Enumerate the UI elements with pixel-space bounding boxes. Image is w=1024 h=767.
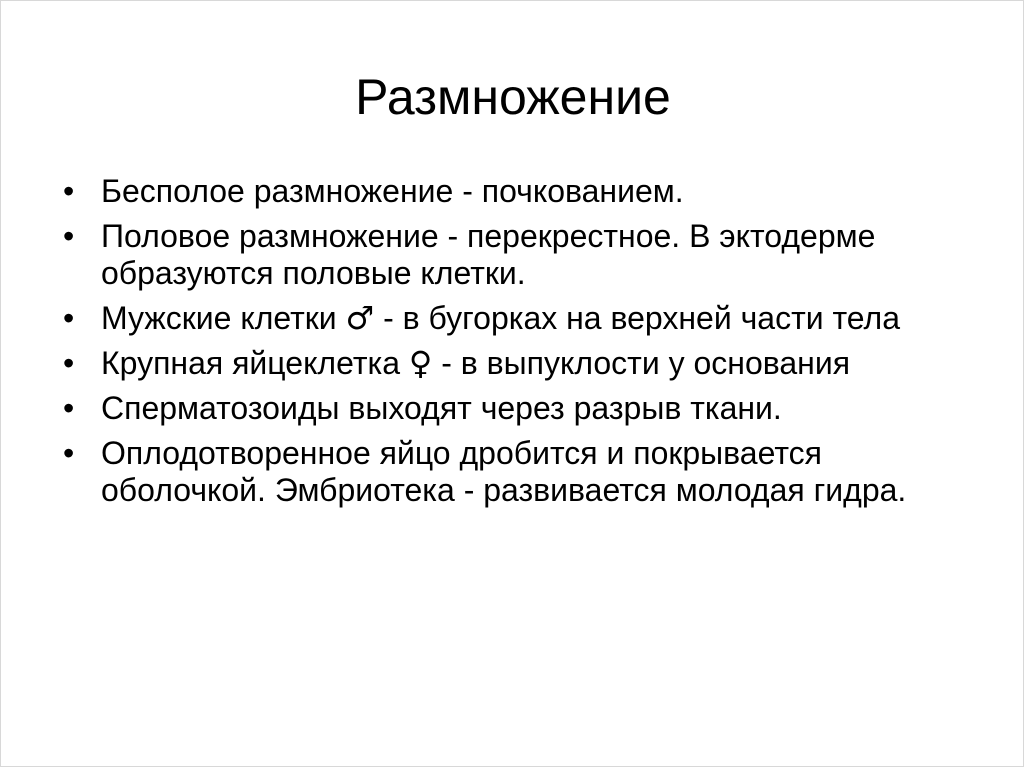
bullet-text: Мужские клетки bbox=[101, 300, 346, 336]
bullet-item bbox=[63, 300, 963, 337]
male-symbol-icon: ♂ bbox=[345, 299, 375, 337]
bullet-marker: • bbox=[63, 345, 75, 381]
bullet-text-continued: - в выпуклости у основания bbox=[432, 345, 851, 381]
bullet-text: Половое размножение - перекрестное. В эктодерме образуются половые клетки. bbox=[101, 218, 876, 291]
bullet-item bbox=[63, 345, 963, 382]
bullet-list bbox=[63, 173, 963, 517]
female-symbol-icon: ♀ bbox=[408, 344, 433, 382]
bullet-text: Бесполое размножение - почкованием. bbox=[101, 173, 684, 209]
bullet-marker: • bbox=[63, 300, 75, 336]
bullet-text: Сперматозоиды выходят через разрыв ткани. bbox=[101, 390, 782, 426]
bullet-item bbox=[63, 218, 963, 292]
bullet-item bbox=[63, 390, 963, 427]
bullet-text-continued: - в бугорках на верхней части тела bbox=[374, 300, 900, 336]
bullet-item bbox=[63, 173, 963, 210]
bullet-item bbox=[63, 435, 963, 509]
bullet-text: Крупная яйцеклетка bbox=[101, 345, 409, 381]
slide-title: Размножение bbox=[355, 69, 671, 125]
bullet-marker: • bbox=[63, 390, 75, 426]
bullet-marker: • bbox=[63, 173, 75, 209]
bullet-marker: • bbox=[63, 218, 75, 254]
bullet-marker: • bbox=[63, 435, 75, 471]
bullet-text: Оплодотворенное яйцо дробится и покрывается оболочкой. Эмбриотека - развивается молодая гидра. bbox=[101, 435, 907, 508]
